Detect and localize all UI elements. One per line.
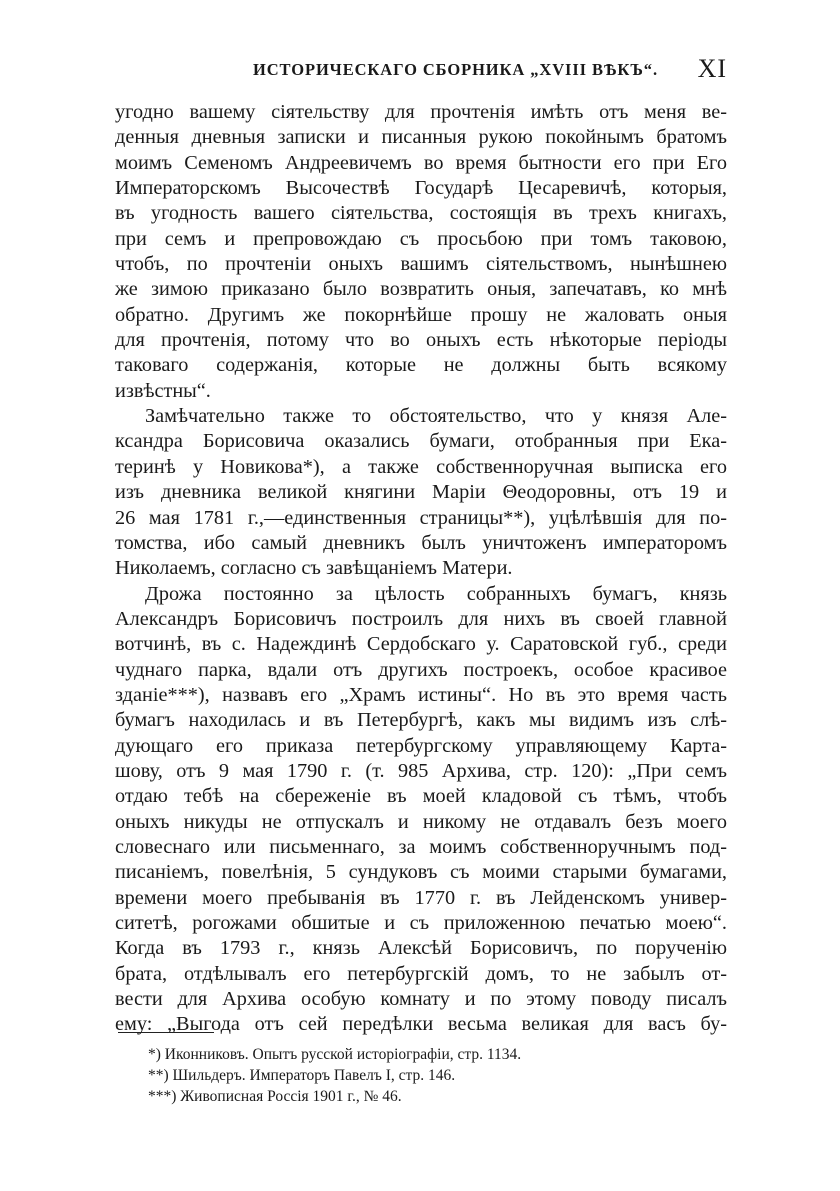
text-line: для прочтенія, потому что во оныхъ есть нѣкоторые періоды: [115, 329, 727, 352]
text-line: изъ дневника великой княгини Маріи Θеодоровны, отъ 19 и: [115, 481, 727, 504]
page-number: XI: [697, 54, 727, 83]
text-line: Когда въ 1793 г., князь Алексѣй Борисовичъ, по порученію: [115, 937, 727, 960]
running-head-title: ИСТОРИЧЕСКАГО СБОРНИКА „XVIII ВѢКЪ“.: [253, 60, 658, 79]
footnote: ***) Живописная Россія 1901 г., № 46.: [148, 1088, 402, 1105]
text-line: при семъ и препровождаю съ просьбою при томъ таковою,: [115, 227, 727, 250]
text-line: денныя дневныя записки и писанныя рукою покойнымъ братомъ: [115, 126, 727, 149]
paragraph-first-line: Замѣчательно также то обстоятельство, что у князя Але-: [145, 405, 727, 428]
text-line: ксандра Борисовича оказались бумаги, отобранныя при Ека-: [115, 430, 727, 453]
text-line: Александръ Борисовичъ построилъ для нихъ въ своей главной: [115, 607, 727, 630]
text-line: томства, ибо самый дневникъ былъ уничтоженъ императоромъ: [115, 531, 727, 554]
text-line: ситетѣ, рогожами обшитые и съ приложенною печатью моею“.: [115, 912, 727, 934]
text-line: Императорскомъ Высочествѣ Государѣ Цесаревичѣ, которыя,: [115, 177, 727, 200]
running-head: [115, 56, 727, 86]
body-text: [115, 100, 727, 1038]
text-line: чуднаго парка, вдали отъ другихъ построекъ, особое красивое: [115, 658, 727, 681]
text-line: брата, отдѣлывалъ его петербургскій домъ, то не забылъ от-: [115, 962, 727, 985]
text-line: отдаю тебѣ на сбереженіе въ моей кладовой съ тѣмъ, чтобъ: [115, 785, 727, 808]
text-line: словеснаго или письменнаго, за моимъ собственноручнымъ под-: [115, 835, 727, 858]
text-line: теринѣ у Новикова*), а также собственноручная выписка его: [115, 455, 727, 478]
text-line: чтобъ, по прочтеніи оныхъ вашимъ сіятельствомъ, нынѣшнею: [115, 253, 727, 276]
text-line: угодно вашему сіятельству для прочтенія имѣть отъ меня ве-: [115, 101, 727, 123]
text-line: зданіе***), назвавъ его „Храмъ истины“. Но въ это время часть: [115, 683, 727, 706]
text-line: шову, отъ 9 мая 1790 г. (т. 985 Архива, стр. 120): „При семъ: [115, 759, 727, 782]
text-line: въ угодность вашего сіятельства, состоящія въ трехъ книгахъ,: [115, 202, 727, 225]
text-line: дующаго его приказа петербургскому управляющему Карта-: [115, 734, 727, 757]
text-line: вотчинѣ, въ с. Надеждинѣ Сердобскаго у. Саратовской губ., среди: [115, 633, 727, 656]
text-line: Николаемъ, согласно съ завѣщаніемъ Матери.: [115, 557, 513, 580]
text-line: 26 мая 1781 г.,—единственныя страницы**), уцѣлѣвшія для по-: [115, 506, 727, 529]
text-line: ему: „Выгода отъ сей передѣлки весьма великая для васъ бу-: [115, 1013, 727, 1036]
text-line: вести для Архива особую комнату и по этому поводу писалъ: [115, 988, 727, 1011]
footnotes: [148, 1044, 708, 1107]
paragraph-first-line: Дрожа постоянно за цѣлость собранныхъ бумагъ, князь: [145, 582, 727, 605]
text-line: обратно. Другимъ же покорнѣйше прошу не жаловать оныя: [115, 303, 727, 326]
text-line: бумагъ находилась и въ Петербургѣ, какъ мы видимъ изъ слѣ-: [115, 709, 727, 732]
text-line: писаніемъ, повелѣнія, 5 сундуковъ съ моими старыми бумагами,: [115, 861, 727, 884]
text-line: же зимою приказано было возвратить оныя, запечатавъ, ко мнѣ: [115, 278, 727, 301]
footnote: *) Иконниковъ. Опытъ русской исторіографіи, стр. 1134.: [148, 1046, 522, 1063]
text-line: оныхъ никуды не отпускалъ и никому не отдавалъ безъ моего: [115, 810, 727, 833]
text-line: времени моего пребыванія въ 1770 г. въ Лейденскомъ универ-: [115, 886, 727, 909]
footnote-rule: [118, 1032, 214, 1033]
footnote: **) Шильдеръ. Императоръ Павелъ I, стр. 146.: [148, 1067, 456, 1084]
text-line: таковаго содержанія, которые не должны быть всякому: [115, 354, 727, 377]
text-line: моимъ Семеномъ Андреевичемъ во время бытности его при Его: [115, 151, 727, 174]
text-line: извѣстны“.: [115, 379, 211, 402]
